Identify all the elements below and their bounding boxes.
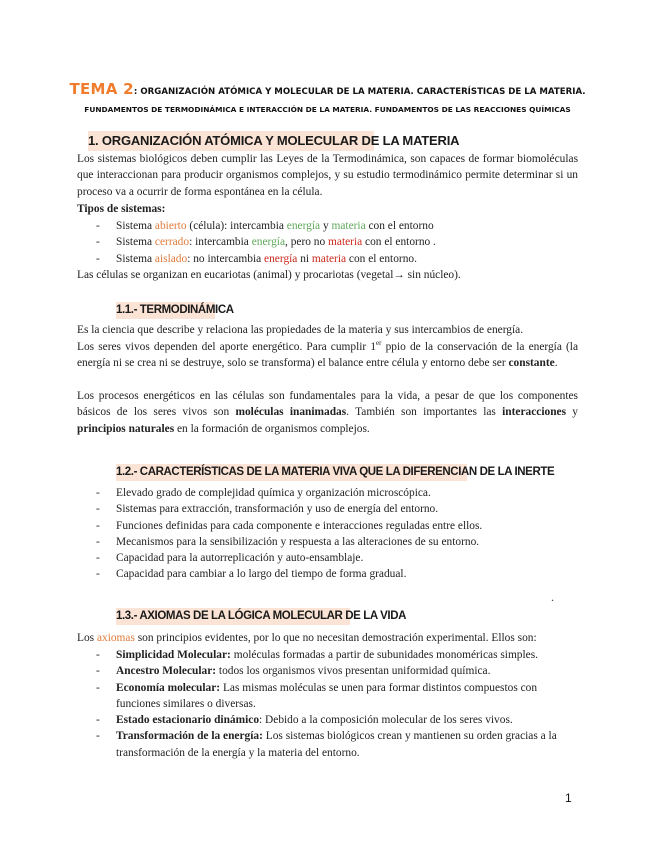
section-1-heading: 1. ORGANIZACIÓN ATÓMICA Y MOLECULAR DE LA MATERIA — [88, 131, 374, 151]
list-item: - Sistema abierto (célula): intercambia energía y materia con el entorno — [96, 220, 434, 232]
list-item: - Capacidad para la autorreplicación y auto-ensamblaje. — [96, 552, 364, 565]
axiomas-intro: Los axiomas son principios evidentes, por lo que no necesitan demostración experimental. Ellos son: — [77, 632, 537, 644]
caracteristicas-list — [96, 485, 578, 583]
list-item: - Simplicidad Molecular: moléculas formadas a partir de subunidades monoméricas simples. — [96, 649, 539, 661]
termodinamica-paragraph-2: Los seres vivos dependen del aporte energético. Para cumplir 1er ppio de la conservación de la energía (la energía ni se crea ni se destruye, solo se transforma) el balance entre célula y entorno debe ser constante. — [77, 339, 579, 370]
stray-dot: . — [551, 590, 554, 604]
axiomas-list — [96, 647, 578, 761]
list-item: - Capacidad para cambiar a lo largo del tiempo de forma gradual. — [96, 568, 407, 581]
section-1-2-heading: 1.2.- CARACTERÍSTICAS DE LA MATERIA VIVA QUE LA DIFERENCIAN DE LA INERTE — [116, 464, 467, 481]
celulas-text: Las células se organizan en eucariotas (animal) y procariotas (vegetal→ sin núcleo). — [77, 269, 461, 281]
list-item: - Transformación de la energía: Los sistemas biológicos crean y mantienen su orden gracias a la transformación de la energía y la materia del entorno. — [96, 730, 557, 759]
tipos-sistemas-label: Tipos de sistemas: — [77, 203, 166, 215]
section-1-3-heading: 1.3.- AXIOMAS DE LA LÓGICA MOLECULAR DE LA VIDA — [116, 608, 350, 625]
list-item: - Elevado grado de complejidad química y organización microscópica. — [96, 487, 431, 499]
list-item: - Economía molecular: Las mismas moléculas se unen para formar distintos compuestos con funciones similares o diversas. — [96, 681, 538, 710]
list-item: - Sistema cerrado: intercambia energía, pero no materia con el entorno . — [96, 236, 436, 249]
system-type: aislado — [154, 252, 188, 265]
list-item: - Sistemas para extracción, transformación y uso de energía del entorno. — [96, 503, 439, 516]
sistemas-list — [96, 218, 578, 267]
list-item: - Estado estacionario dinámico: Debido a la composición molecular de los seres vivos. — [96, 714, 513, 727]
title-line-1-text: : ORGANIZACIÓN ATÓMICA Y MOLECULAR DE LA MATERIA. CARACTERÍSTICAS DE LA MATERIA. — [133, 87, 586, 97]
title-line-2: FUNDAMENTOS DE TERMODINÁMICA E INTERACCIÓN DE LA MATERIA. FUNDAMENTOS DE LAS REACCIONES QUÍMICAS — [84, 105, 571, 114]
title-line-1 — [60, 80, 595, 101]
system-type: abierto — [154, 220, 187, 232]
tema-label: TEMA 2 — [69, 80, 134, 98]
section-1-1-heading: 1.1.- TERMODINÁMICA — [116, 302, 215, 319]
list-item: - Ancestro Molecular: todos los organismos vivos presentan uniformidad química. — [96, 665, 491, 678]
termodinamica-definition: Es la ciencia que describe y relaciona las propiedades de la materia y sus intercambios de energía. — [77, 324, 524, 336]
list-item: - Sistema aislado: no intercambia energía ni materia con el entorno. — [96, 252, 417, 265]
list-item: - Funciones definidas para cada componente e interacciones reguladas entre ellos. — [96, 519, 483, 532]
system-type: cerrado — [154, 236, 190, 249]
list-item: - Mecanismos para la sensibilización y respuesta a las alteraciones de su entorno. — [96, 535, 480, 548]
document-title — [60, 80, 595, 116]
page-number: 1 — [565, 791, 572, 805]
section-1-intro: Los sistemas biológicos deben cumplir las Leyes de la Termodinámica, son capaces de formar biomoléculas que interaccionan para producir organismos complejos, y su estudio termodinámico permite determinar si un proceso va a ocurrir de forma espontánea en la célula. — [77, 153, 578, 198]
termodinamica-paragraph-3: Los procesos energéticos en las células son fundamentales para la vida, a pesar de que los componentes básicos de los seres vivos son moléculas inanimadas. También son importantes las interacciones y principios naturales en la formación de organismos complejos. — [77, 390, 578, 435]
